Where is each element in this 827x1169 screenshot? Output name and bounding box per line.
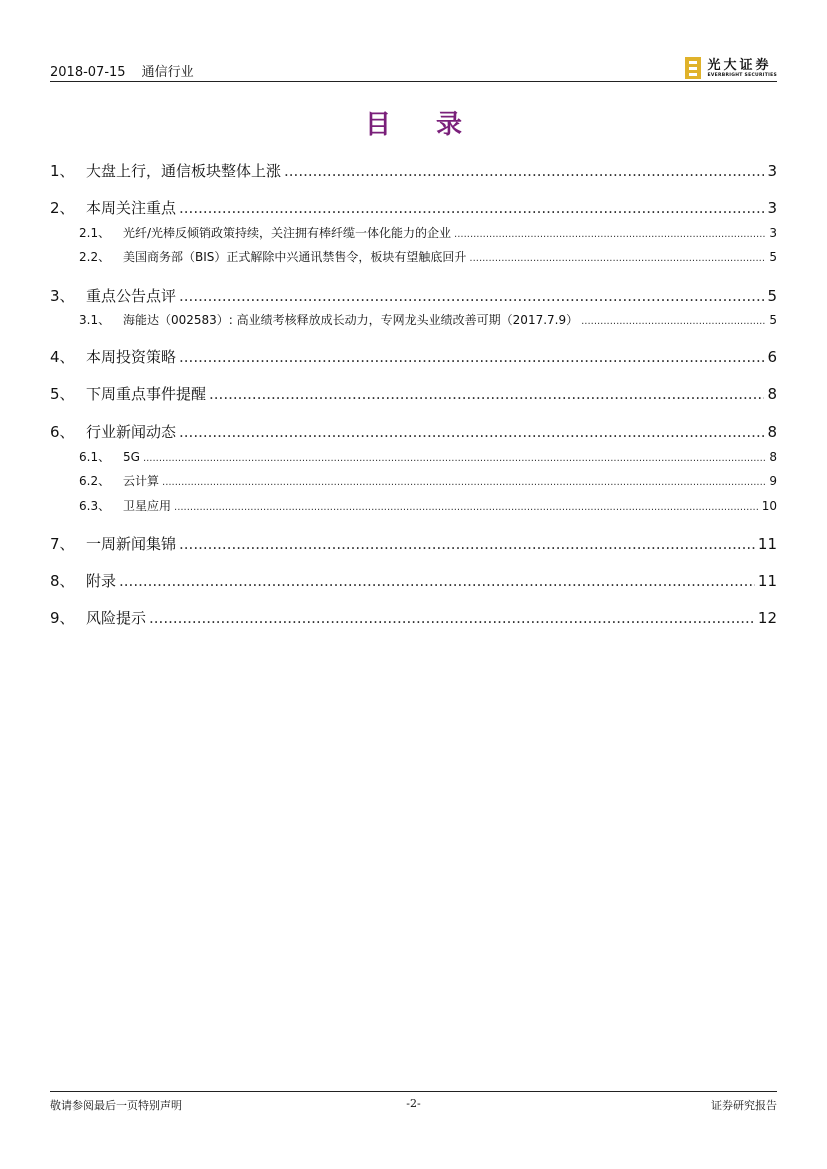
header-info bbox=[50, 61, 194, 80]
toc-entry-page: 8 bbox=[767, 423, 777, 441]
toc-dot-leader bbox=[581, 316, 766, 327]
toc-entry-page: 6 bbox=[767, 348, 777, 366]
toc-entry-page: 11 bbox=[757, 535, 777, 553]
toc-entry-title: 海能达（002583）: 高业绩考核释放成长动力，专网龙头业绩改善可期（2017.7.9） bbox=[123, 313, 579, 327]
toc-dot-leader bbox=[179, 348, 764, 366]
toc-entry-number: 3、 bbox=[50, 287, 75, 305]
header-divider bbox=[50, 81, 777, 82]
page-header bbox=[50, 54, 777, 82]
toc-entry[interactable] bbox=[50, 248, 777, 265]
toc-entry-title: 云计算 bbox=[123, 474, 160, 488]
toc-entry-title: 风险提示 bbox=[86, 609, 147, 627]
toc-entry-number: 1、 bbox=[50, 162, 75, 180]
toc-entry[interactable] bbox=[50, 607, 777, 628]
toc-entry-title: 大盘上行，通信板块整体上涨 bbox=[86, 162, 282, 180]
toc-dot-leader bbox=[119, 572, 755, 590]
toc-entry[interactable] bbox=[50, 311, 777, 328]
toc-dot-leader bbox=[179, 535, 755, 553]
logo-english-name: EVERBRIGHT SECURITIES bbox=[707, 73, 777, 78]
toc-entry[interactable] bbox=[50, 533, 777, 554]
toc-dot-leader bbox=[149, 609, 755, 627]
toc-dot-leader bbox=[174, 502, 759, 513]
logo-chinese-name: 光大证券 bbox=[707, 58, 772, 73]
everbright-logo-icon bbox=[685, 57, 701, 79]
toc-entry-number: 2.1、 bbox=[79, 226, 111, 240]
toc-entry-number: 2、 bbox=[50, 199, 75, 217]
toc-entry-number: 6.1、 bbox=[79, 450, 111, 464]
toc-entry-page: 8 bbox=[769, 450, 777, 464]
toc-entry-title: 美国商务部（BIS）正式解除中兴通讯禁售令，板块有望触底回升 bbox=[123, 250, 467, 264]
company-logo bbox=[685, 53, 777, 79]
toc-dot-leader bbox=[469, 253, 766, 264]
toc-entry-title: 下周重点事件提醒 bbox=[86, 385, 207, 403]
toc-entry[interactable] bbox=[50, 497, 777, 514]
toc-entry-number: 7、 bbox=[50, 535, 75, 553]
toc-entry-number: 6.3、 bbox=[79, 499, 111, 513]
industry-label: 通信行业 bbox=[141, 65, 194, 80]
toc-entry-number: 3.1、 bbox=[79, 313, 111, 327]
toc-dot-leader bbox=[284, 162, 764, 180]
toc-entry-title: 本周关注重点 bbox=[86, 199, 177, 217]
toc-entry[interactable] bbox=[50, 421, 777, 442]
toc-entry[interactable] bbox=[50, 224, 777, 241]
toc-entry[interactable] bbox=[50, 285, 777, 306]
toc-entry-page: 5 bbox=[769, 313, 777, 327]
toc-entry-title: 重点公告点评 bbox=[86, 287, 177, 305]
toc-entry-page: 3 bbox=[767, 199, 777, 217]
footer-disclaimer: 敬请参阅最后一页特别声明 bbox=[50, 1099, 182, 1112]
toc-entry[interactable] bbox=[50, 472, 777, 489]
toc-entry-title: 5G bbox=[123, 450, 140, 464]
toc-entry-title: 附录 bbox=[86, 572, 117, 590]
footer-divider bbox=[50, 1091, 777, 1092]
footer-page-number: -2- bbox=[406, 1097, 421, 1110]
toc-entry-number: 8、 bbox=[50, 572, 75, 590]
toc-dot-leader bbox=[179, 287, 764, 305]
toc-entry-page: 3 bbox=[767, 162, 777, 180]
toc-entry-page: 9 bbox=[769, 474, 777, 488]
toc-dot-leader bbox=[162, 477, 766, 488]
toc-dot-leader bbox=[179, 199, 764, 217]
toc-entry[interactable] bbox=[50, 160, 777, 181]
footer-report-type: 证券研究报告 bbox=[711, 1099, 777, 1112]
toc-entry-title: 行业新闻动态 bbox=[86, 423, 177, 441]
toc-entry-title: 卫星应用 bbox=[123, 499, 172, 513]
toc-entry-page: 8 bbox=[767, 385, 777, 403]
toc-dot-leader bbox=[179, 423, 764, 441]
toc-title: 目 录 bbox=[364, 110, 481, 140]
toc-entry-title: 一周新闻集锦 bbox=[86, 535, 177, 553]
toc-dot-leader bbox=[143, 453, 766, 464]
toc-entry-page: 5 bbox=[769, 250, 777, 264]
toc-entry-page: 3 bbox=[769, 226, 777, 240]
report-date: 2018-07-15 bbox=[50, 65, 126, 80]
toc-dot-leader bbox=[209, 385, 764, 403]
toc-entry-title: 光纤/光棒反倾销政策持续，关注拥有棒纤缆一体化能力的企业 bbox=[123, 226, 452, 240]
toc-entry[interactable] bbox=[50, 346, 777, 367]
toc-entry[interactable] bbox=[50, 448, 777, 465]
toc-entry-number: 4、 bbox=[50, 348, 75, 366]
toc-entry-page: 11 bbox=[757, 572, 777, 590]
toc-entry-number: 5、 bbox=[50, 385, 75, 403]
toc-entry-page: 5 bbox=[767, 287, 777, 305]
toc-entry[interactable] bbox=[50, 383, 777, 404]
toc-dot-leader bbox=[454, 229, 766, 240]
toc-entry-number: 6.2、 bbox=[79, 474, 111, 488]
toc-entry-number: 6、 bbox=[50, 423, 75, 441]
toc-entry-page: 12 bbox=[757, 609, 777, 627]
toc-entry-number: 2.2、 bbox=[79, 250, 111, 264]
toc-entry-title: 本周投资策略 bbox=[86, 348, 177, 366]
toc-entry[interactable] bbox=[50, 197, 777, 218]
toc-entry-page: 10 bbox=[761, 499, 777, 513]
toc-entry[interactable] bbox=[50, 570, 777, 591]
toc-entry-number: 9、 bbox=[50, 609, 75, 627]
